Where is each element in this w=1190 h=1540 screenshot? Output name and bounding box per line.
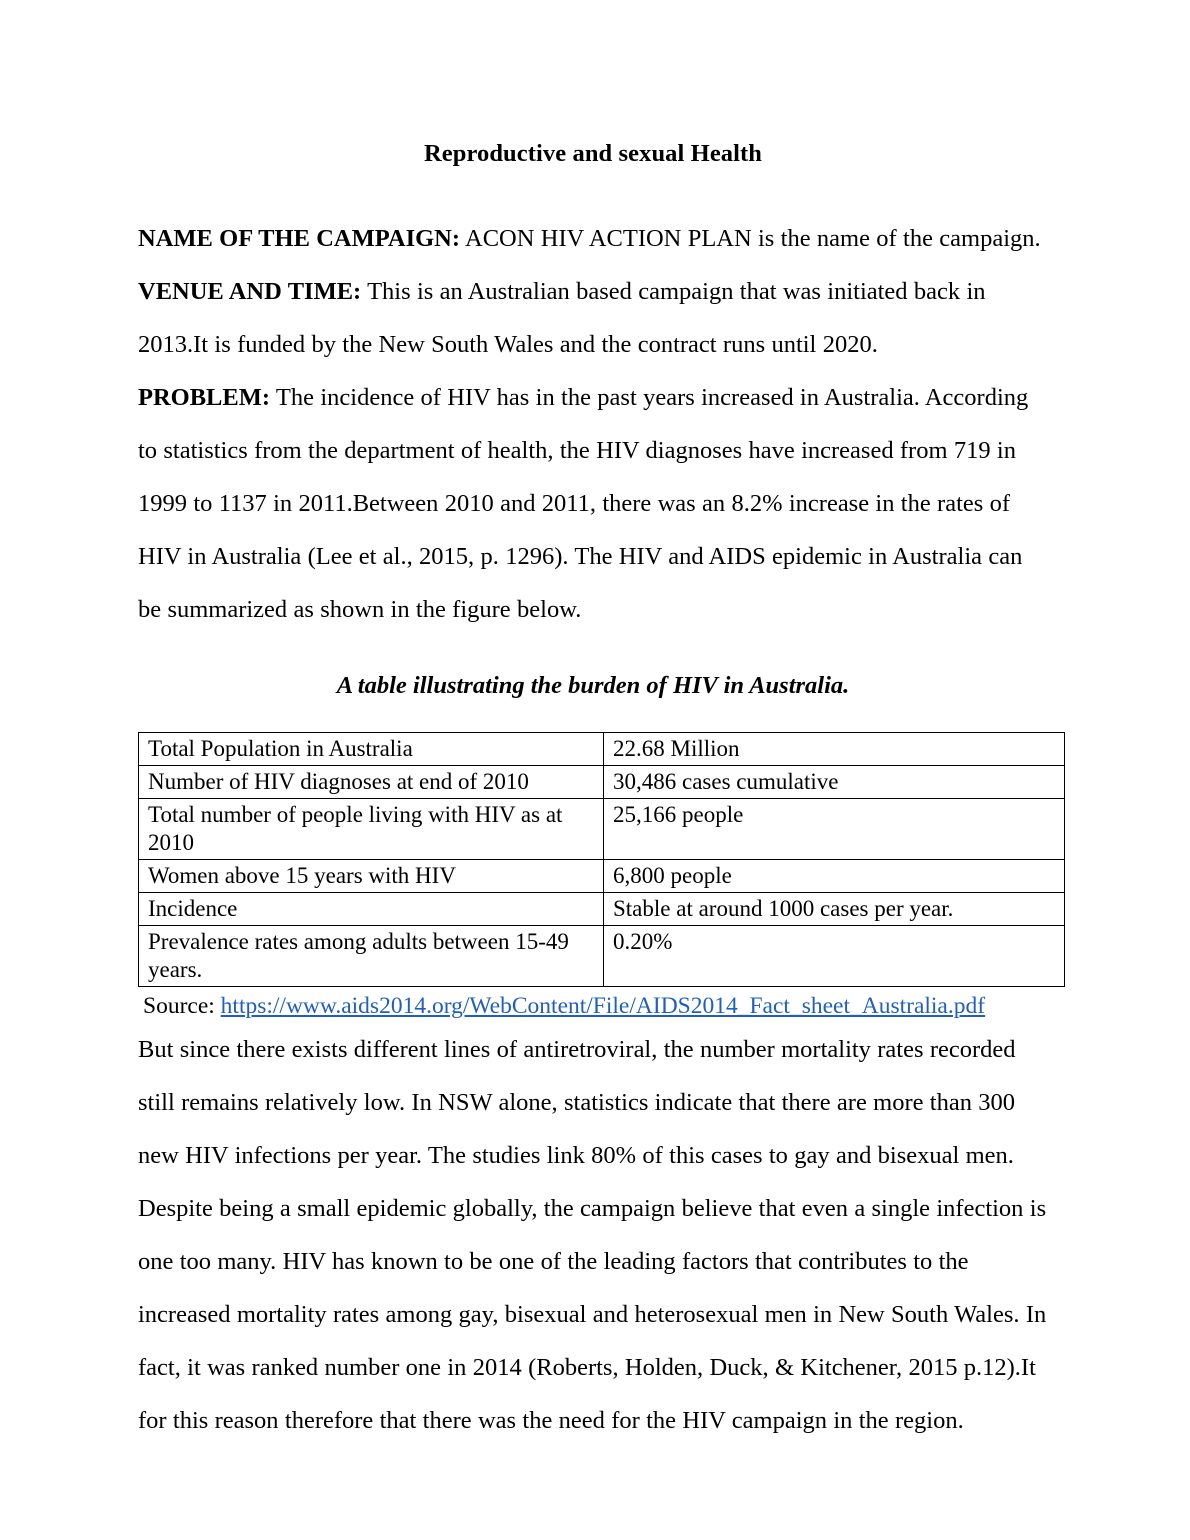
paragraph-lead-label: NAME OF THE CAMPAIGN: bbox=[138, 225, 461, 253]
table-row bbox=[139, 926, 1065, 987]
paragraph-name-of-campaign bbox=[138, 212, 1048, 265]
paragraph-closing: But since there exists different lines of antiretroviral, the number mortality rates recorded still remains relatively low. In NSW alone, statistics indicate that there are more than 300 new HIV infections per year. The studies link 80% of this cases to gay and bisexual men. Despite being a small epidemic globally, the campaign believe that even a single infection is one too many. HIV has known to be one of the leading factors that contributes to the increased mortality rates among gay, bisexual and heterosexual men in New South Wales. In fact, it was ranked number one in 2014 (Roberts, Holden, Duck, & Kitchener, 2015 p.12).It for this reason therefore that there was the need for the HIV campaign in the region. bbox=[138, 1036, 1047, 1435]
hiv-burden-table bbox=[138, 732, 1065, 987]
spacer bbox=[138, 168, 1048, 212]
table-cell-value: Stable at around 1000 cases per year. bbox=[604, 893, 1065, 926]
table-cell-value: 25,166 people bbox=[604, 799, 1065, 860]
table-cell-label: Incidence bbox=[139, 893, 604, 926]
table-cell-label: Number of HIV diagnoses at end of 2010 bbox=[139, 766, 604, 799]
table-row bbox=[139, 733, 1065, 766]
paragraph-venue-and-time bbox=[138, 265, 1048, 371]
table-cell-label: Total Population in Australia bbox=[139, 733, 604, 766]
table-cell-label: Women above 15 years with HIV bbox=[139, 860, 604, 893]
table-cell-value: 0.20% bbox=[604, 926, 1065, 987]
source-label: Source: bbox=[143, 993, 215, 1020]
table-row bbox=[139, 766, 1065, 799]
paragraph-text: The incidence of HIV has in the past years increased in Australia. According to statistics from the department of health, the HIV diagnoses have increased from 719 in 1999 to 1137 in 2011.Between 2010 and 2011, there was an 8.2% increase in the rates of HIV in Australia (Lee et al., 2015, p. 1296). The HIV and AIDS epidemic in Australia can be summarized as shown in the figure below. bbox=[138, 384, 1029, 624]
source-url-link[interactable]: https://www.aids2014.org/WebContent/File/AIDS2014_Fact_sheet_Australia.pdf bbox=[220, 993, 986, 1020]
table-cell-value: 30,486 cases cumulative bbox=[604, 766, 1065, 799]
table-row bbox=[139, 893, 1065, 926]
paragraph-lead-label: VENUE AND TIME: bbox=[138, 278, 362, 306]
table-row bbox=[139, 860, 1065, 893]
table-cell-label: Total number of people living with HIV as at 2010 bbox=[139, 799, 604, 860]
spacer bbox=[138, 706, 1048, 732]
table-cell-label: Prevalence rates among adults between 15-49 years. bbox=[139, 926, 604, 987]
table-caption: A table illustrating the burden of HIV in Australia. bbox=[336, 672, 850, 700]
paragraph-problem bbox=[138, 371, 1048, 636]
paragraph-lead-label: PROBLEM: bbox=[138, 384, 271, 412]
table-cell-value: 22.68 Million bbox=[604, 733, 1065, 766]
table-cell-value: 6,800 people bbox=[604, 860, 1065, 893]
paragraph-text: This is an Australian based campaign that was initiated back in 2013.It is funded by the New South Wales and the contract runs until 2020. bbox=[138, 278, 986, 359]
document-body bbox=[138, 0, 1048, 1447]
source-line bbox=[138, 987, 1048, 1023]
page-title: Reproductive and sexual Health bbox=[423, 140, 763, 167]
table-row bbox=[139, 799, 1065, 860]
spacer bbox=[138, 636, 1048, 666]
paragraph-text: ACON HIV ACTION PLAN is the name of the campaign. bbox=[460, 225, 1041, 253]
